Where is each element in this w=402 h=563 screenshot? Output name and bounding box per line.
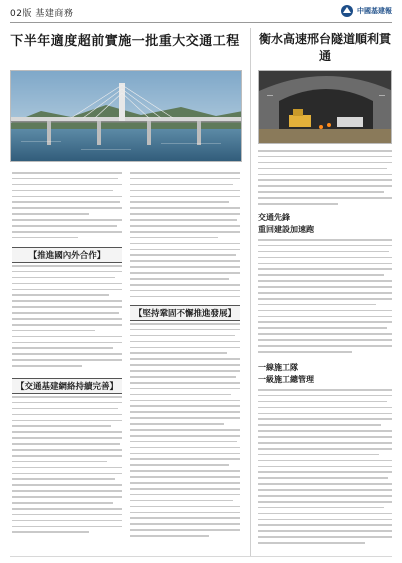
left-subhead-1: 【推進國內外合作】 — [12, 247, 122, 263]
left-article-text-col2b — [130, 323, 240, 541]
masthead — [10, 4, 392, 22]
left-subhead-3: 【堅持鞏固不懈推進發展】 — [130, 305, 240, 321]
left-headline: 下半年適度超前實施一批重大交通工程 — [10, 34, 240, 49]
right-subhead-4: 一級施工總管理 — [258, 375, 314, 384]
newspaper-logo — [340, 4, 392, 18]
bridge-photo — [10, 70, 242, 162]
right-article-text-2 — [258, 239, 392, 357]
logo-icon — [340, 4, 354, 18]
tunnel-construction-photo — [258, 70, 392, 144]
column-divider — [250, 28, 251, 556]
left-headline-block — [10, 30, 240, 53]
right-article-text-3 — [258, 389, 392, 548]
left-article-text-col1 — [12, 172, 122, 243]
left-article-text-col1c — [12, 396, 122, 537]
right-subhead-2: 重回建設加速跑 — [258, 225, 314, 234]
right-headline: 衡水高速邢台隧道順利貫通 — [258, 32, 391, 63]
left-subhead-2: 【交通基建網絡持續完善】 — [12, 378, 122, 394]
page-number: 02版 基建商務 — [10, 9, 74, 19]
left-article-text-col1b — [12, 265, 122, 371]
logo-text: 中國基建報 — [357, 7, 392, 15]
right-subhead-3: 一線施工隊 — [258, 363, 298, 372]
right-subhead-1: 交通先鋒 — [258, 213, 290, 222]
left-article-text-col2 — [130, 172, 240, 302]
masthead-rule — [10, 22, 392, 23]
bottom-rule — [10, 556, 392, 557]
right-article-intro-text — [258, 150, 392, 209]
